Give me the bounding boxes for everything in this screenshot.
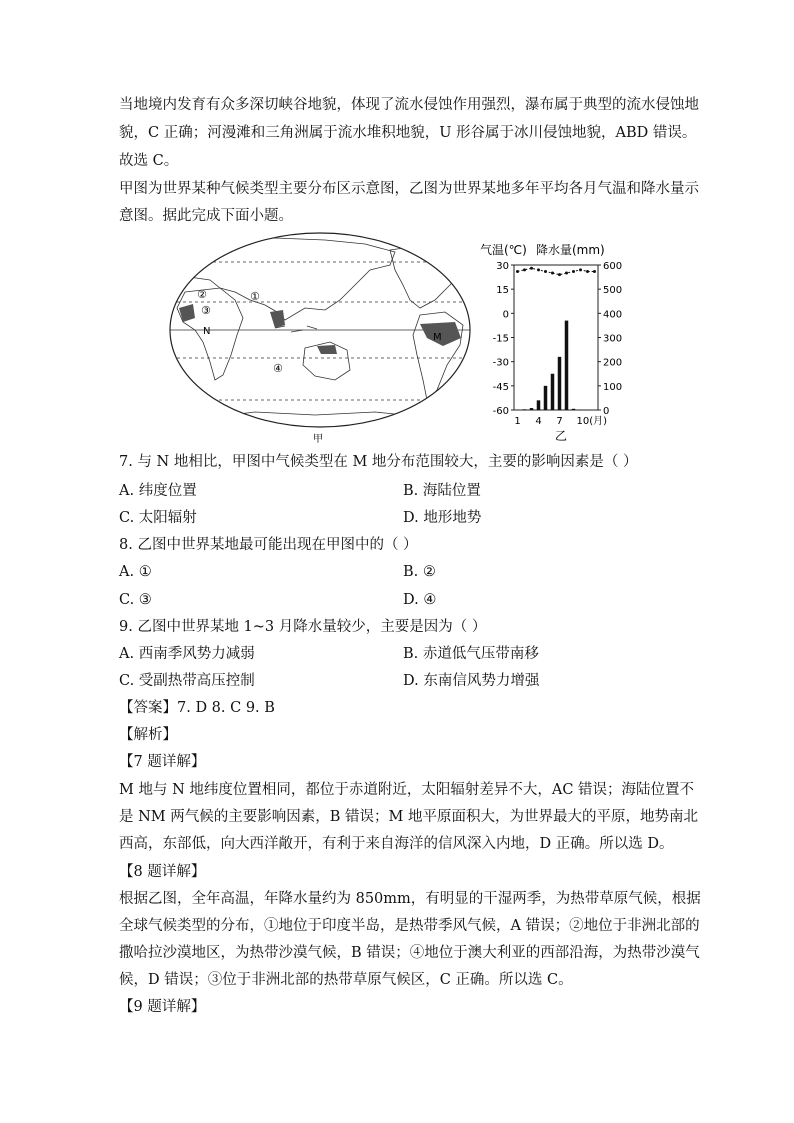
month-tick-label: 4 — [535, 416, 542, 427]
temperature-point — [537, 268, 540, 271]
temperature-point — [565, 272, 568, 275]
precip-tick-label: 0 — [603, 406, 610, 417]
question-8-option-d[interactable]: D. ④ — [403, 592, 437, 608]
temperature-point — [579, 268, 582, 271]
precip-bar — [565, 321, 569, 410]
precip-bar — [523, 409, 527, 410]
question-7-option-b[interactable]: B. 海陆位置 — [403, 483, 481, 499]
answer-line: 【答案】7. D 8. C 9. B — [119, 700, 275, 716]
temperature-point — [551, 272, 554, 275]
temperature-point — [558, 273, 561, 276]
intro-line-3: 故选 C。 — [119, 153, 179, 169]
right-axis-label: 降水量(mm) — [536, 243, 605, 257]
detail-8-line-3: 撒哈拉沙漠地区，为热带沙漠气候，B 错误；④地位于澳大利亚的西部沿海，为热带沙漠气 — [119, 945, 700, 961]
month-tick-label: 7 — [556, 416, 563, 427]
month-tick-label: 1 — [514, 416, 521, 427]
climate-chart — [478, 240, 628, 445]
question-9-stem: 9. 乙图中世界某地 1~3 月降水量较少，主要是因为（ ） — [119, 619, 487, 635]
question-7-option-a[interactable]: A. 纬度位置 — [119, 483, 197, 499]
temperature-point — [586, 270, 589, 273]
precip-bar — [544, 386, 548, 410]
map-label-m: M — [433, 332, 442, 343]
precip-tick-label: 200 — [603, 357, 623, 369]
temperature-tick-label: 30 — [496, 261, 509, 272]
question-8-stem: 8. 乙图中世界某地最可能出现在甲图中的（ ） — [119, 537, 418, 553]
intro-line-2: 貌，C 正确；河漫滩和三角洲属于流水堆积地貌，U 形谷属于冰川侵蚀地貌，ABD 错误。 — [119, 125, 697, 141]
question-9-option-c[interactable]: C. 受副热带高压控制 — [119, 673, 255, 689]
temperature-tick-label: 15 — [496, 285, 509, 297]
precip-bar — [572, 409, 576, 410]
temperature-point — [544, 270, 547, 273]
question-9-option-a[interactable]: A. 西南季风势力减弱 — [119, 646, 255, 662]
map-label-1: ① — [250, 290, 260, 303]
precip-bar — [551, 374, 555, 410]
temperature-tick-label: -45 — [492, 381, 509, 393]
precip-tick-label: 300 — [603, 333, 623, 345]
precip-tick-label: 100 — [603, 381, 623, 393]
question-7-option-c[interactable]: C. 太阳辐射 — [119, 510, 197, 526]
chart-frame — [514, 265, 598, 410]
map-label-4: ④ — [273, 362, 283, 375]
question-8-option-b[interactable]: B. ② — [403, 564, 436, 580]
map-label-3: ③ — [201, 304, 211, 317]
precip-bar — [558, 357, 562, 410]
temperature-tick-label: -30 — [492, 357, 509, 369]
temperature-tick-label: -15 — [492, 333, 509, 345]
detail-7-line-1: M 地与 N 地纬度位置相同，都位于赤道附近，太阳辐射差异不大，AC 错误；海陆位置不 — [119, 782, 695, 798]
chart-caption: 乙 — [555, 429, 568, 443]
temperature-point — [516, 270, 519, 273]
precip-bar — [537, 400, 541, 410]
question-8-option-c[interactable]: C. ③ — [119, 592, 152, 608]
detail-8-line-2: 全球气候类型的分布，①地位于印度半岛，是热带季风气候，A 错误；②地位于非洲北部的 — [119, 918, 700, 934]
question-7-stem: 7. 与 N 地相比，甲图中气候类型在 M 地分布范围较大，主要的影响因素是（ ） — [119, 454, 638, 470]
detail-7-line-2: 是 NM 两气候的主要影响因素，B 错误；M 地平原面积大，为世界最大的平原，地势南北 — [119, 809, 698, 825]
detail-8-heading: 【8 题详解】 — [119, 864, 206, 880]
intro-line-5: 意图。据此完成下面小题。 — [119, 208, 293, 224]
temperature-tick-label: 0 — [502, 309, 509, 321]
question-9-option-b[interactable]: B. 赤道低气压带南移 — [403, 646, 539, 662]
temperature-point — [572, 270, 575, 273]
intro-line-4: 甲图为世界某种气候类型主要分布区示意图，乙图为世界某地多年平均各月气温和降水量示 — [119, 181, 699, 197]
question-8-option-a[interactable]: A. ① — [119, 564, 152, 580]
analysis-heading: 【解析】 — [119, 727, 177, 743]
detail-9-heading: 【9 题详解】 — [119, 999, 206, 1015]
precip-tick-label: 400 — [603, 309, 623, 321]
world-map-figure — [165, 230, 475, 445]
precip-tick-label: 500 — [603, 285, 623, 297]
month-tick-label: 10(月) — [576, 416, 608, 427]
temperature-point — [593, 270, 596, 273]
map-label-2: ② — [197, 288, 207, 301]
map-label-n: N — [203, 326, 211, 337]
detail-8-line-4: 候，D 错误；③位于非洲北部的热带草原气候区，C 正确。所以选 C。 — [119, 972, 573, 988]
question-9-option-d[interactable]: D. 东南信风势力增强 — [403, 673, 540, 689]
detail-8-line-1: 根据乙图，全年高温，年降水量约为 850mm，有明显的干湿两季，为热带草原气候，根据 — [119, 891, 701, 907]
temperature-line — [518, 268, 595, 274]
temperature-point — [523, 268, 526, 271]
map-caption: 甲 — [313, 434, 323, 445]
detail-7-line-3: 西高，东部低，向大西洋敞开，有利于来自海洋的信风深入内地，D 正确。所以选 D。 — [119, 836, 674, 852]
precip-bar — [530, 408, 534, 410]
detail-7-heading: 【7 题详解】 — [119, 754, 206, 770]
precip-tick-label: 600 — [603, 261, 623, 272]
intro-line-1: 当地境内发育有众多深切峡谷地貌，体现了流水侵蚀作用强烈，瀑布属于典型的流水侵蚀地 — [119, 97, 699, 113]
temperature-point — [530, 267, 533, 270]
temperature-tick-label: -60 — [492, 406, 509, 417]
question-7-option-d[interactable]: D. 地形地势 — [403, 510, 482, 526]
left-axis-label: 气温(℃) — [480, 243, 527, 257]
